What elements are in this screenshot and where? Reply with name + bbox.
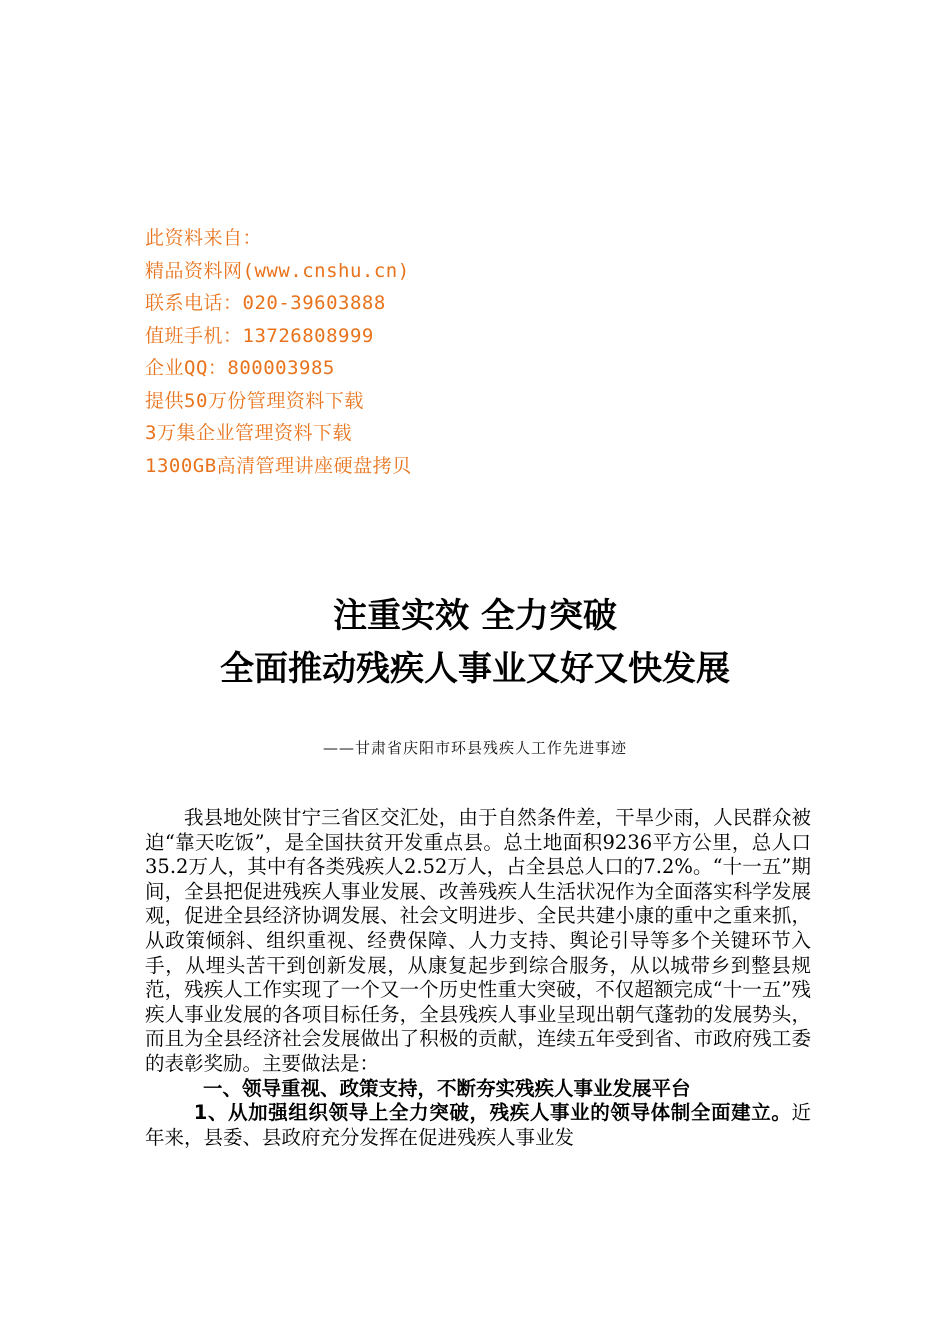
document-title-line-1: 注重实效 全力突破 <box>333 596 617 636</box>
subsection-heading-1: 1、从加强组织领导上全力突破，残疾人事业的领导体制全面建立。 <box>193 1101 792 1125</box>
ad-line-offer-3: 1300GB高清管理讲座硬盘拷贝 <box>145 454 412 477</box>
intro-paragraph: 我县地处陕甘宁三省区交汇处，由于自然条件差，干旱少雨，人民群众被迫“靠天吃饭”，是全国扶贫开发重点县。总土地面积9236平方公里，总人口35.2万人，其中有各类残疾人2.52万人，占全县总人口的7.2%。“十一五”期间，全县把促进残疾人事业发展、改善残疾人生活状况作为全面落实科学发展观，促进全县经济协调发展、社会文明进步、全民共建小康的重中之重来抓，从政策倾斜、组织重视、经费保障、人力支持、舆论引导等多个关键环节入手，从埋头苦干到创新发展，从康复起步到综合服务，从以城带乡到整县规范，残疾人工作实现了一个又一个历史性重大突破，不仅超额完成“十一五”残疾人事业发展的各项目标任务，全县残疾人事业呈现出朝气蓬勃的发展势头，而且为全县经济社会发展做出了积极的贡献，连续五年受到省、市政府残工委的表彰奖励。主要做法是： <box>145 806 811 1075</box>
ad-line-website[interactable]: 精品资料网(www.cnshu.cn) <box>145 259 410 282</box>
ad-line-mobile: 值班手机：13726808999 <box>145 324 374 347</box>
ad-line-source: 此资料来自： <box>145 227 263 249</box>
section-heading-1: 一、领导重视、政策支持，不断夯实残疾人事业发展平台 <box>203 1076 691 1100</box>
document-body <box>145 806 811 1150</box>
ad-line-phone: 联系电话：020-39603888 <box>145 292 386 314</box>
ad-line-qq: 企业QQ：800003985 <box>145 357 335 379</box>
source-ad-block <box>145 222 412 482</box>
ad-line-offer-1: 提供50万份管理资料下载 <box>145 389 364 412</box>
subsection-paragraph-1 <box>145 1101 811 1150</box>
ad-line-offer-2: 3万集企业管理资料下载 <box>145 422 352 444</box>
subsection-text-1: 近年来，县委、县政府充分发挥在促进残疾人事业发 <box>145 1101 811 1149</box>
document-subtitle: ——甘肃省庆阳市环县残疾人工作先进事迹 <box>322 739 627 757</box>
document-title-line-2: 全面推动残疾人事业又好又快发展 <box>220 649 730 689</box>
